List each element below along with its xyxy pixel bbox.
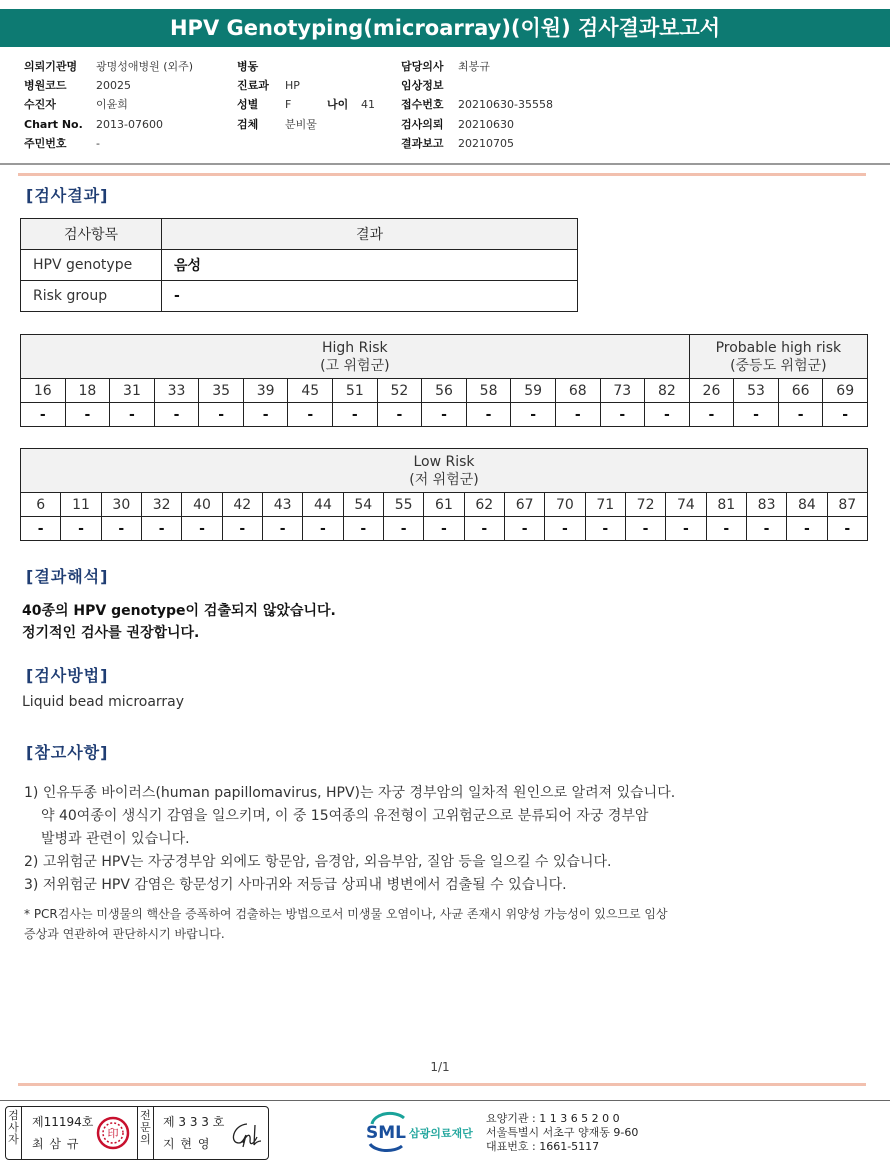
high-risk-header <box>21 335 690 379</box>
info-row-specimen <box>237 115 375 134</box>
hpv-type-cell: 72 <box>625 493 665 517</box>
interpretation-text <box>22 600 336 644</box>
info-row-clinical-info <box>401 76 553 95</box>
hpv-type-cell: 45 <box>288 379 333 403</box>
low-risk-type-row <box>21 493 868 517</box>
hpv-type-cell: 71 <box>585 493 625 517</box>
hpv-type-cell: 58 <box>466 379 511 403</box>
hpv-result-cell: - <box>823 403 868 427</box>
hpv-result-cell: - <box>625 517 665 541</box>
info-column-3 <box>401 57 553 153</box>
hpv-type-cell: 81 <box>706 493 746 517</box>
hpv-result-cell: - <box>110 403 155 427</box>
high-risk-result-row <box>21 403 868 427</box>
hpv-result-cell: - <box>21 403 66 427</box>
hpv-result-cell: - <box>243 403 288 427</box>
examiner-label: 검사자 <box>6 1107 22 1159</box>
info-value: HP <box>285 79 300 93</box>
hpv-type-cell: 68 <box>555 379 600 403</box>
result-table <box>20 218 578 312</box>
info-value: 20210705 <box>458 136 514 150</box>
reviewer-license: 제 3 3 3 호 <box>163 1115 225 1129</box>
hpv-type-cell: 16 <box>21 379 66 403</box>
hpv-type-cell: 74 <box>666 493 706 517</box>
info-value: F <box>285 98 292 112</box>
hpv-type-cell: 30 <box>101 493 141 517</box>
reviewer-label: 전문의 <box>138 1107 154 1159</box>
hpv-result-cell: - <box>746 517 786 541</box>
hpv-result-cell: - <box>61 517 101 541</box>
info-row-ward <box>237 57 375 76</box>
info-label: 결과보고 <box>401 136 444 150</box>
high-risk-table <box>20 334 868 427</box>
age-value: 41 <box>361 98 375 112</box>
reviewer-name: 지 현 영 <box>163 1137 211 1151</box>
hpv-type-cell: 56 <box>422 379 467 403</box>
note-1: 1) 인유두종 바이러스(human papillomavirus, HPV)는 자궁 경부암의 일차적 원인으로 알려져 있습니다. <box>24 785 676 801</box>
hpv-result-cell: - <box>424 517 464 541</box>
hpv-type-cell: 54 <box>343 493 383 517</box>
org-phone: 대표번호 : 1661-5117 <box>486 1140 600 1153</box>
hpv-result-cell: - <box>383 517 423 541</box>
hpv-type-cell: 6 <box>21 493 61 517</box>
hpv-result-cell: - <box>464 517 504 541</box>
result-value-risk-group: - <box>162 281 578 312</box>
column-header-item: 검사항목 <box>21 219 162 250</box>
hpv-result-cell: - <box>101 517 141 541</box>
hpv-result-cell: - <box>555 403 600 427</box>
info-value: 20025 <box>96 79 131 93</box>
org-code: 요양기관 : 1 1 3 6 5 2 0 0 <box>486 1112 620 1125</box>
result-value-genotype: 음성 <box>162 250 578 281</box>
info-value: 2013-07600 <box>96 117 163 131</box>
hpv-type-cell: 11 <box>61 493 101 517</box>
footer-divider <box>18 1083 866 1086</box>
hpv-type-cell: 59 <box>511 379 556 403</box>
org-name-text: 삼광의료재단 <box>409 1127 473 1140</box>
high-risk-sub: (고 위험군) <box>320 357 390 374</box>
hpv-result-cell: - <box>466 403 511 427</box>
info-value: 최봉규 <box>458 60 490 73</box>
hpv-type-cell: 51 <box>333 379 378 403</box>
info-value: 20210630-35558 <box>458 98 553 112</box>
hpv-type-cell: 55 <box>383 493 423 517</box>
hpv-result-cell: - <box>303 517 343 541</box>
info-row-department <box>237 76 375 95</box>
info-value: 광명성애병원 (외주) <box>96 60 194 73</box>
hpv-type-cell: 18 <box>65 379 110 403</box>
hpv-type-cell: 44 <box>303 493 343 517</box>
probable-high-risk-label: Probable high risk <box>715 339 842 356</box>
info-row-patient <box>24 95 193 114</box>
header-divider <box>0 163 890 165</box>
info-label: 임상정보 <box>401 79 444 93</box>
interpretation-line-2: 정기적인 검사를 권장합니다. <box>22 625 200 641</box>
info-label: 접수번호 <box>401 98 444 112</box>
hpv-result-cell: - <box>585 517 625 541</box>
info-label: 수진자 <box>24 98 56 112</box>
info-label: 검체 <box>237 117 259 131</box>
footnote-line-2: 증상과 연관하여 판단하시기 바랍니다. <box>24 927 225 941</box>
hpv-result-cell: - <box>199 403 244 427</box>
info-row-receipt-no <box>401 95 553 114</box>
result-section-title: [검사결과] <box>26 186 109 205</box>
hpv-result-cell: - <box>504 517 544 541</box>
hpv-type-cell: 62 <box>464 493 504 517</box>
hpv-result-cell: - <box>511 403 556 427</box>
page-number: 1/1 <box>430 1060 450 1074</box>
patient-info-header <box>0 52 890 164</box>
info-row-institution <box>24 57 193 76</box>
info-label: 병원코드 <box>24 79 67 93</box>
low-risk-label: Low Risk <box>413 453 475 470</box>
logo-text: SML <box>366 1123 406 1143</box>
hpv-result-cell: - <box>343 517 383 541</box>
hpv-result-cell: - <box>787 517 827 541</box>
examiner-name: 최 삼 규 <box>32 1137 80 1151</box>
note-1-continued: 약 40여종이 생식기 감염을 일으키며, 이 중 15여종의 유전형이 고위험군으로 분류되어 자궁 경부암 <box>41 808 649 824</box>
low-risk-sub: (저 위험군) <box>409 471 479 488</box>
section-divider <box>18 173 866 176</box>
info-label: 진료과 <box>237 79 269 93</box>
hpv-type-cell: 33 <box>154 379 199 403</box>
info-value: - <box>96 136 100 150</box>
hpv-type-cell: 84 <box>787 493 827 517</box>
table-row <box>21 250 578 281</box>
hpv-result-cell: - <box>262 517 302 541</box>
low-risk-table <box>20 448 868 541</box>
hpv-type-cell: 35 <box>199 379 244 403</box>
hpv-type-cell: 69 <box>823 379 868 403</box>
result-item-risk-group: Risk group <box>21 281 162 312</box>
hpv-result-cell: - <box>689 403 734 427</box>
hpv-result-cell: - <box>288 403 333 427</box>
hpv-type-cell: 82 <box>645 379 690 403</box>
org-address: 서울특별시 서초구 양재동 9-60 <box>486 1126 639 1139</box>
sml-logo <box>366 1110 486 1154</box>
table-row <box>21 281 578 312</box>
note-1-continued: 발병과 관련이 있습니다. <box>41 831 190 847</box>
hpv-result-cell: - <box>666 517 706 541</box>
hpv-type-cell: 31 <box>110 379 155 403</box>
hpv-type-cell: 42 <box>222 493 262 517</box>
footnote-line-1: * PCR검사는 미생물의 핵산을 증폭하여 검출하는 방법으로서 미생물 오염이나, 사균 존재시 위양성 가능성이 있으므로 임상 <box>24 907 668 921</box>
hpv-result-cell: - <box>182 517 222 541</box>
method-section-title: [검사방법] <box>26 666 109 685</box>
hpv-result-cell: - <box>65 403 110 427</box>
info-value: 20210630 <box>458 117 514 131</box>
result-item-genotype: HPV genotype <box>21 250 162 281</box>
info-row-resident-no <box>24 134 193 153</box>
probable-high-risk-sub: (중등도 위험군) <box>730 357 827 374</box>
sml-logo-icon <box>366 1110 486 1154</box>
hpv-result-cell: - <box>141 517 181 541</box>
info-label: 의뢰기관명 <box>24 60 78 73</box>
hpv-result-cell: - <box>333 403 378 427</box>
hpv-result-cell: - <box>734 403 779 427</box>
hpv-type-cell: 73 <box>600 379 645 403</box>
hpv-type-cell: 39 <box>243 379 288 403</box>
high-risk-label: High Risk <box>322 339 388 356</box>
handwritten-signature-icon <box>227 1119 263 1149</box>
interpretation-line-1: 40종의 HPV genotype이 검출되지 않았습니다. <box>22 603 336 619</box>
organization-info <box>486 1112 638 1154</box>
hpv-result-cell: - <box>377 403 422 427</box>
info-row-request-date <box>401 115 553 134</box>
hpv-type-cell: 83 <box>746 493 786 517</box>
interpretation-section-title: [결과해석] <box>26 567 109 586</box>
hpv-type-cell: 40 <box>182 493 222 517</box>
probable-high-risk-header <box>689 335 867 379</box>
info-column-2 <box>237 57 375 134</box>
hpv-result-cell: - <box>778 403 823 427</box>
hpv-type-cell: 61 <box>424 493 464 517</box>
info-value: 이윤희 <box>96 98 128 112</box>
hpv-type-cell: 87 <box>827 493 867 517</box>
info-column-1 <box>24 57 193 153</box>
hpv-type-cell: 66 <box>778 379 823 403</box>
reference-notes <box>24 782 675 897</box>
note-3: 3) 저위험군 HPV 감염은 항문성기 사마귀와 저등급 상피내 병변에서 검출될 수 있습니다. <box>24 877 567 893</box>
hpv-result-cell: - <box>545 517 585 541</box>
hpv-type-cell: 70 <box>545 493 585 517</box>
hpv-result-cell: - <box>154 403 199 427</box>
info-label: 검사의뢰 <box>401 117 444 131</box>
note-2: 2) 고위험군 HPV는 자궁경부암 외에도 항문암, 음경암, 외음부암, 질암 등을 일으킬 수 있습니다. <box>24 854 612 870</box>
signature-box <box>5 1106 269 1160</box>
info-label: 담당의사 <box>401 60 444 73</box>
bottom-divider <box>0 1100 890 1101</box>
hpv-result-cell: - <box>706 517 746 541</box>
hpv-result-cell: - <box>21 517 61 541</box>
hpv-result-cell: - <box>422 403 467 427</box>
info-row-hospital-code <box>24 76 193 95</box>
hpv-type-cell: 32 <box>141 493 181 517</box>
info-row-report-date <box>401 134 553 153</box>
hpv-result-cell: - <box>600 403 645 427</box>
low-risk-header <box>21 449 868 493</box>
report-title: HPV Genotyping(microarray)(이원) 검사결과보고서 <box>0 9 890 47</box>
seal-stamp-icon <box>96 1116 130 1150</box>
reference-section-title: [참고사항] <box>26 743 109 762</box>
hpv-result-cell: - <box>222 517 262 541</box>
hpv-type-cell: 26 <box>689 379 734 403</box>
info-row-doctor <box>401 57 553 76</box>
info-label: 성별 <box>237 98 259 112</box>
age-label: 나이 <box>327 98 349 112</box>
info-label: Chart No. <box>24 117 83 131</box>
info-row-chart-no <box>24 115 193 134</box>
result-table-header <box>21 219 578 250</box>
low-risk-result-row <box>21 517 868 541</box>
examiner-license: 제11194호 <box>32 1115 94 1129</box>
hpv-type-cell: 53 <box>734 379 779 403</box>
hpv-result-cell: - <box>645 403 690 427</box>
pcr-footnote <box>24 904 668 944</box>
seal-text: 印 <box>107 1127 119 1140</box>
hpv-type-cell: 67 <box>504 493 544 517</box>
info-row-sex-age <box>237 95 375 114</box>
column-header-result: 결과 <box>162 219 578 250</box>
method-text: Liquid bead microarray <box>22 694 185 710</box>
info-label: 병동 <box>237 60 259 73</box>
hpv-type-cell: 52 <box>377 379 422 403</box>
hpv-type-cell: 43 <box>262 493 302 517</box>
info-label: 주민번호 <box>24 136 67 150</box>
info-value: 분비물 <box>285 117 317 131</box>
hpv-result-cell: - <box>827 517 867 541</box>
high-risk-type-row <box>21 379 868 403</box>
